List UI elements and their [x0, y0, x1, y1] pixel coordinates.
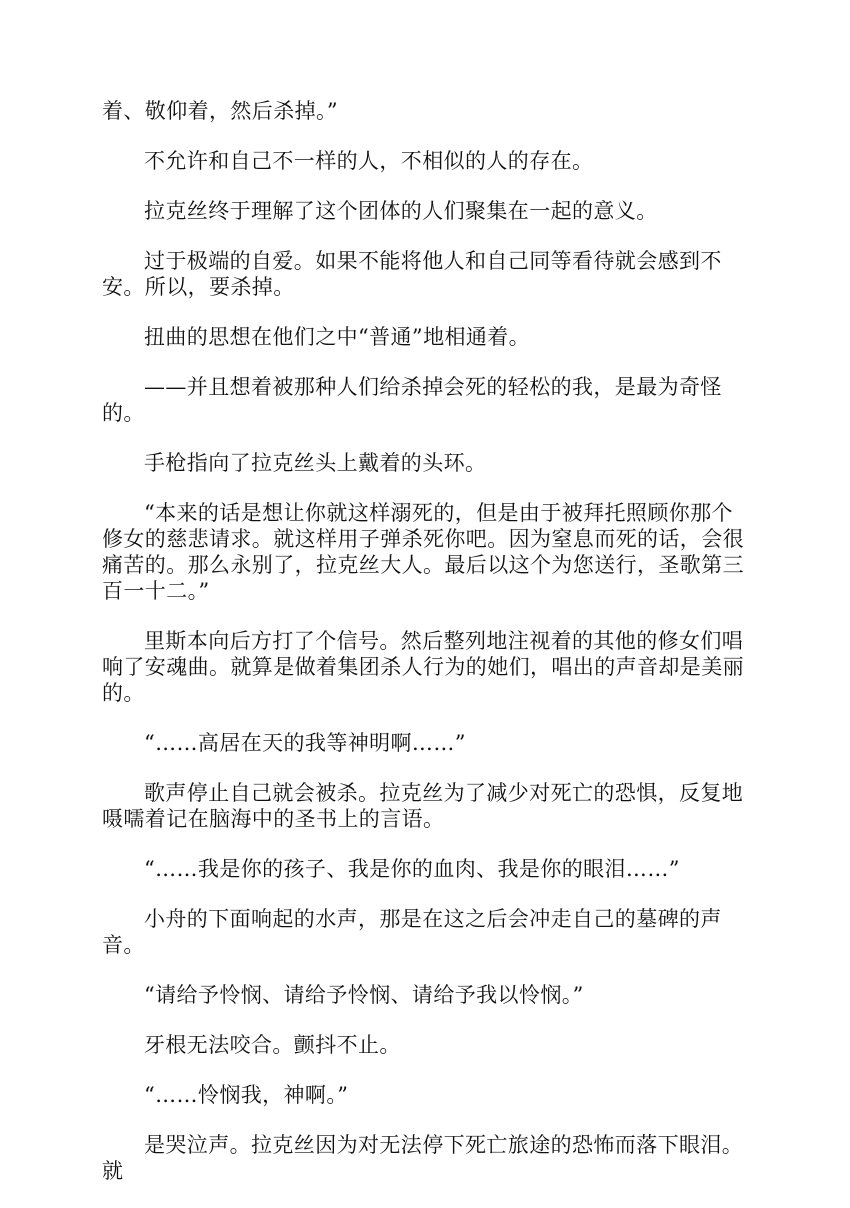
document-page: [102, 98, 750, 1208]
paragraph: 着、敬仰着，然后杀掉。”: [102, 99, 339, 123]
paragraph: “……高居在天的我等神明啊……”: [144, 731, 466, 755]
paragraph: ——并且想着被那种人们给杀掉会死的轻松的我，是最为奇怪的。: [102, 375, 722, 425]
paragraph: “……怜悯我，神啊。”: [144, 1083, 349, 1107]
paragraph: 拉克丝终于理解了这个团体的人们聚集在一起的意义。: [144, 199, 658, 223]
paragraph: 手枪指向了拉克丝头上戴着的头环。: [144, 451, 487, 475]
paragraph: 是哭泣声。拉克丝因为对无法停下死亡旅途的恐怖而落下眼泪。就: [102, 1133, 744, 1183]
paragraph: 歌声停止自己就会被杀。拉克丝为了减少对死亡的恐惧，反复地嗫嚅着记在脑海中的圣书上的言语。: [102, 781, 744, 831]
paragraph: 不允许和自己不一样的人，不相似的人的存在。: [144, 149, 594, 173]
paragraph: 扭曲的思想在他们之中“普通”地相通着。: [144, 325, 531, 349]
paragraph: “请给予怜悯、请给予怜悯、请给予我以怜悯。”: [144, 983, 584, 1007]
paragraph: “本来的话是想让你就这样溺死的，但是由于被拜托照顾你那个修女的慈悲请求。就这样用子弹杀死你吧。因为窒息而死的话，会很痛苦的。那么永别了，拉克丝大人。最后以这个为您送行，圣歌第三百一十二。”: [102, 501, 744, 603]
paragraph: 牙根无法咬合。颤抖不止。: [144, 1033, 401, 1057]
paragraph: “……我是你的孩子、我是你的血肉、我是你的眼泪……”: [144, 857, 680, 881]
paragraph: 过于极端的自爱。如果不能将他人和自己同等看待就会感到不安。所以，要杀掉。: [102, 249, 722, 299]
paragraph: 里斯本向后方打了个信号。然后整列地注视着的其他的修女们唱响了安魂曲。就算是做着集团杀人行为的她们，唱出的声音却是美丽的。: [102, 629, 744, 705]
paragraph: 小舟的下面响起的水声，那是在这之后会冲走自己的墓碑的声音。: [102, 907, 722, 957]
